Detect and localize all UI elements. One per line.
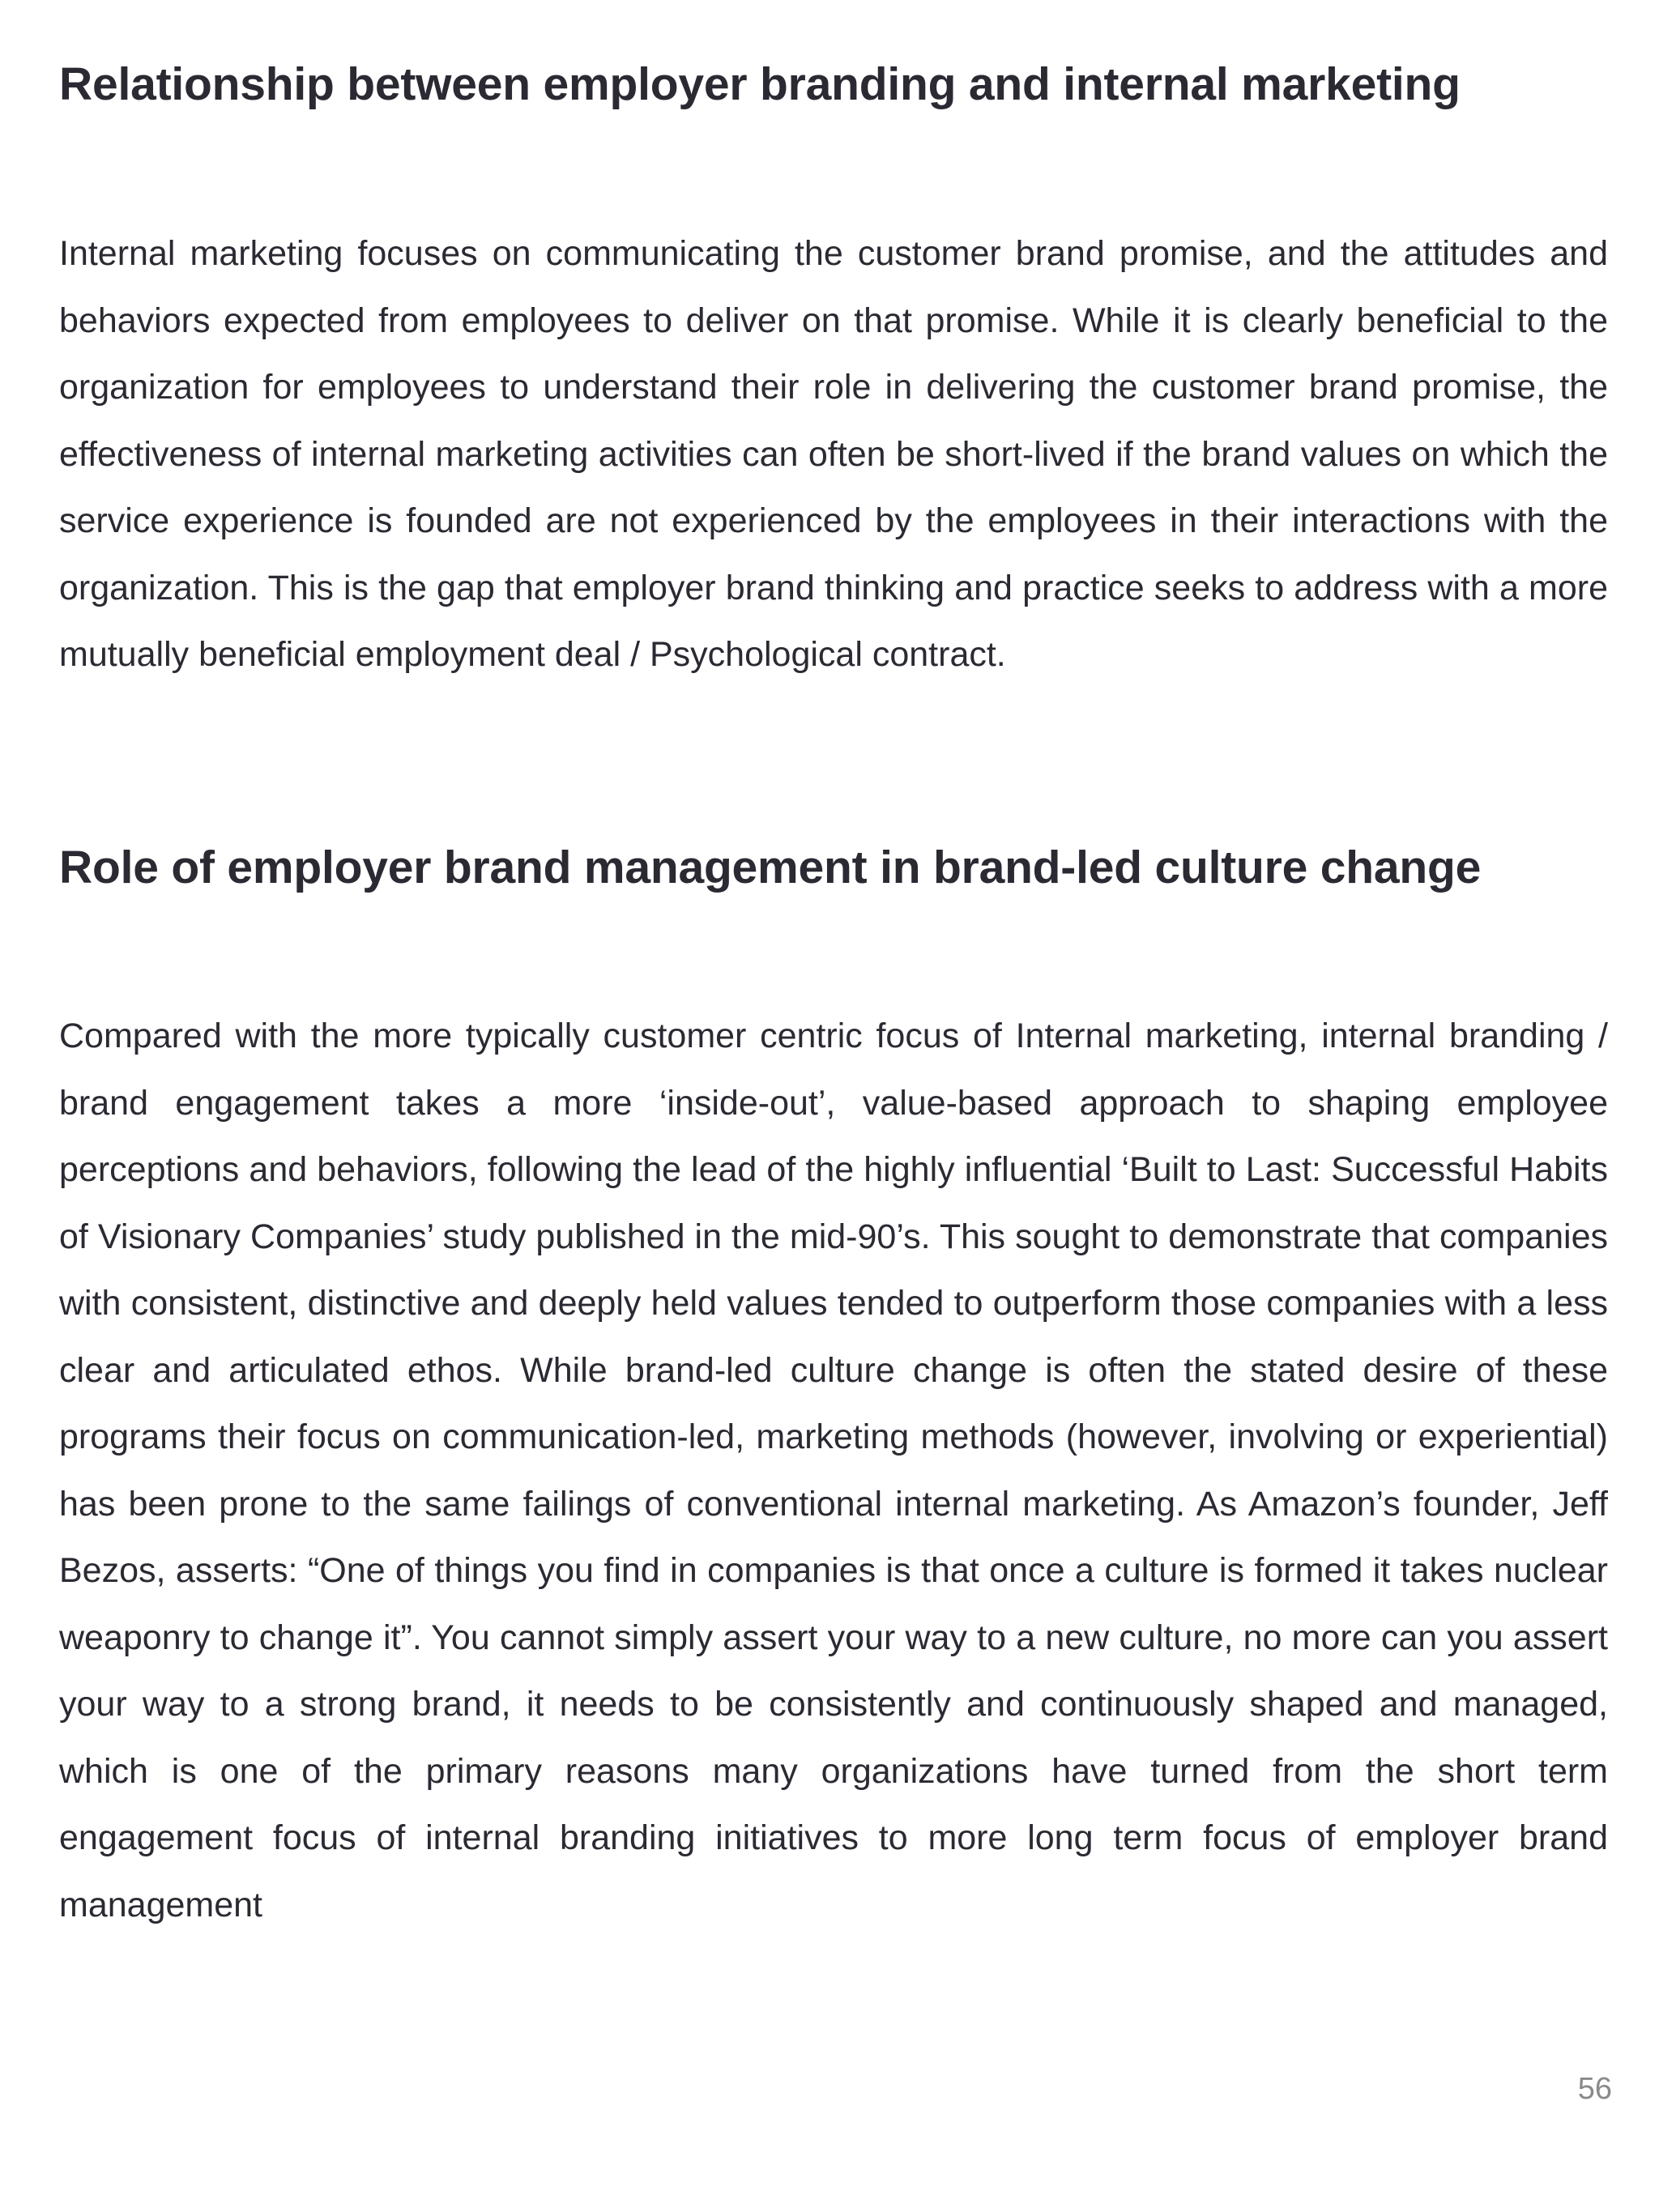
- section-heading-brand-led-culture-change: Role of employer brand management in brand-led culture change: [59, 842, 1482, 893]
- section-body-brand-led-culture-change: Compared with the more typically customer centric focus of Internal marketing, internal branding / brand engagement takes a more ‘inside-out’, value-based approach to shaping employee perceptions and behaviors, following the lead of the highly influential ‘Built to Last: Successful Habits of Visionary Companies’ study published in the mid-90’s. This sought to demonstrate that companies with consistent, distinctive and deeply held values tended to outperform those companies with a less clear and articulated ethos. While brand-led culture change is often the stated desire of these programs their focus on communication-led, marketing methods (however, involving or experiential) has been prone to the same failings of conventional internal marketing. As Amazon’s founder, Jeff Bezos, asserts: “One of things you find in companies is that once a culture is formed it takes nuclear weaponry to change it”. You cannot simply assert your way to a new culture, no more can you assert your way to a strong brand, it needs to be consistently and continuously shaped and managed, which is one of the primary reasons many organizations have turned from the short term engagement focus of internal branding initiatives to more long term focus of employer brand management: [59, 1016, 1608, 1924]
- section-heading-employer-branding-internal-marketing: Relationship between employer branding and internal marketing: [59, 58, 1461, 110]
- section-body-employer-branding-internal-marketing: Internal marketing focuses on communicating the customer brand promise, and the attitudes and behaviors expected from employees to deliver on that promise. While it is clearly beneficial to the organization for employees to understand their role in delivering the customer brand promise, the effectiveness of internal marketing activities can often be short-lived if the brand values on which the service experience is founded are not experienced by the employees in their interactions with the organization. This is the gap that employer brand thinking and practice seeks to address with a more mutually beneficial employment deal / Psychological contract.: [59, 234, 1608, 674]
- page-number: 56: [1577, 2072, 1612, 2106]
